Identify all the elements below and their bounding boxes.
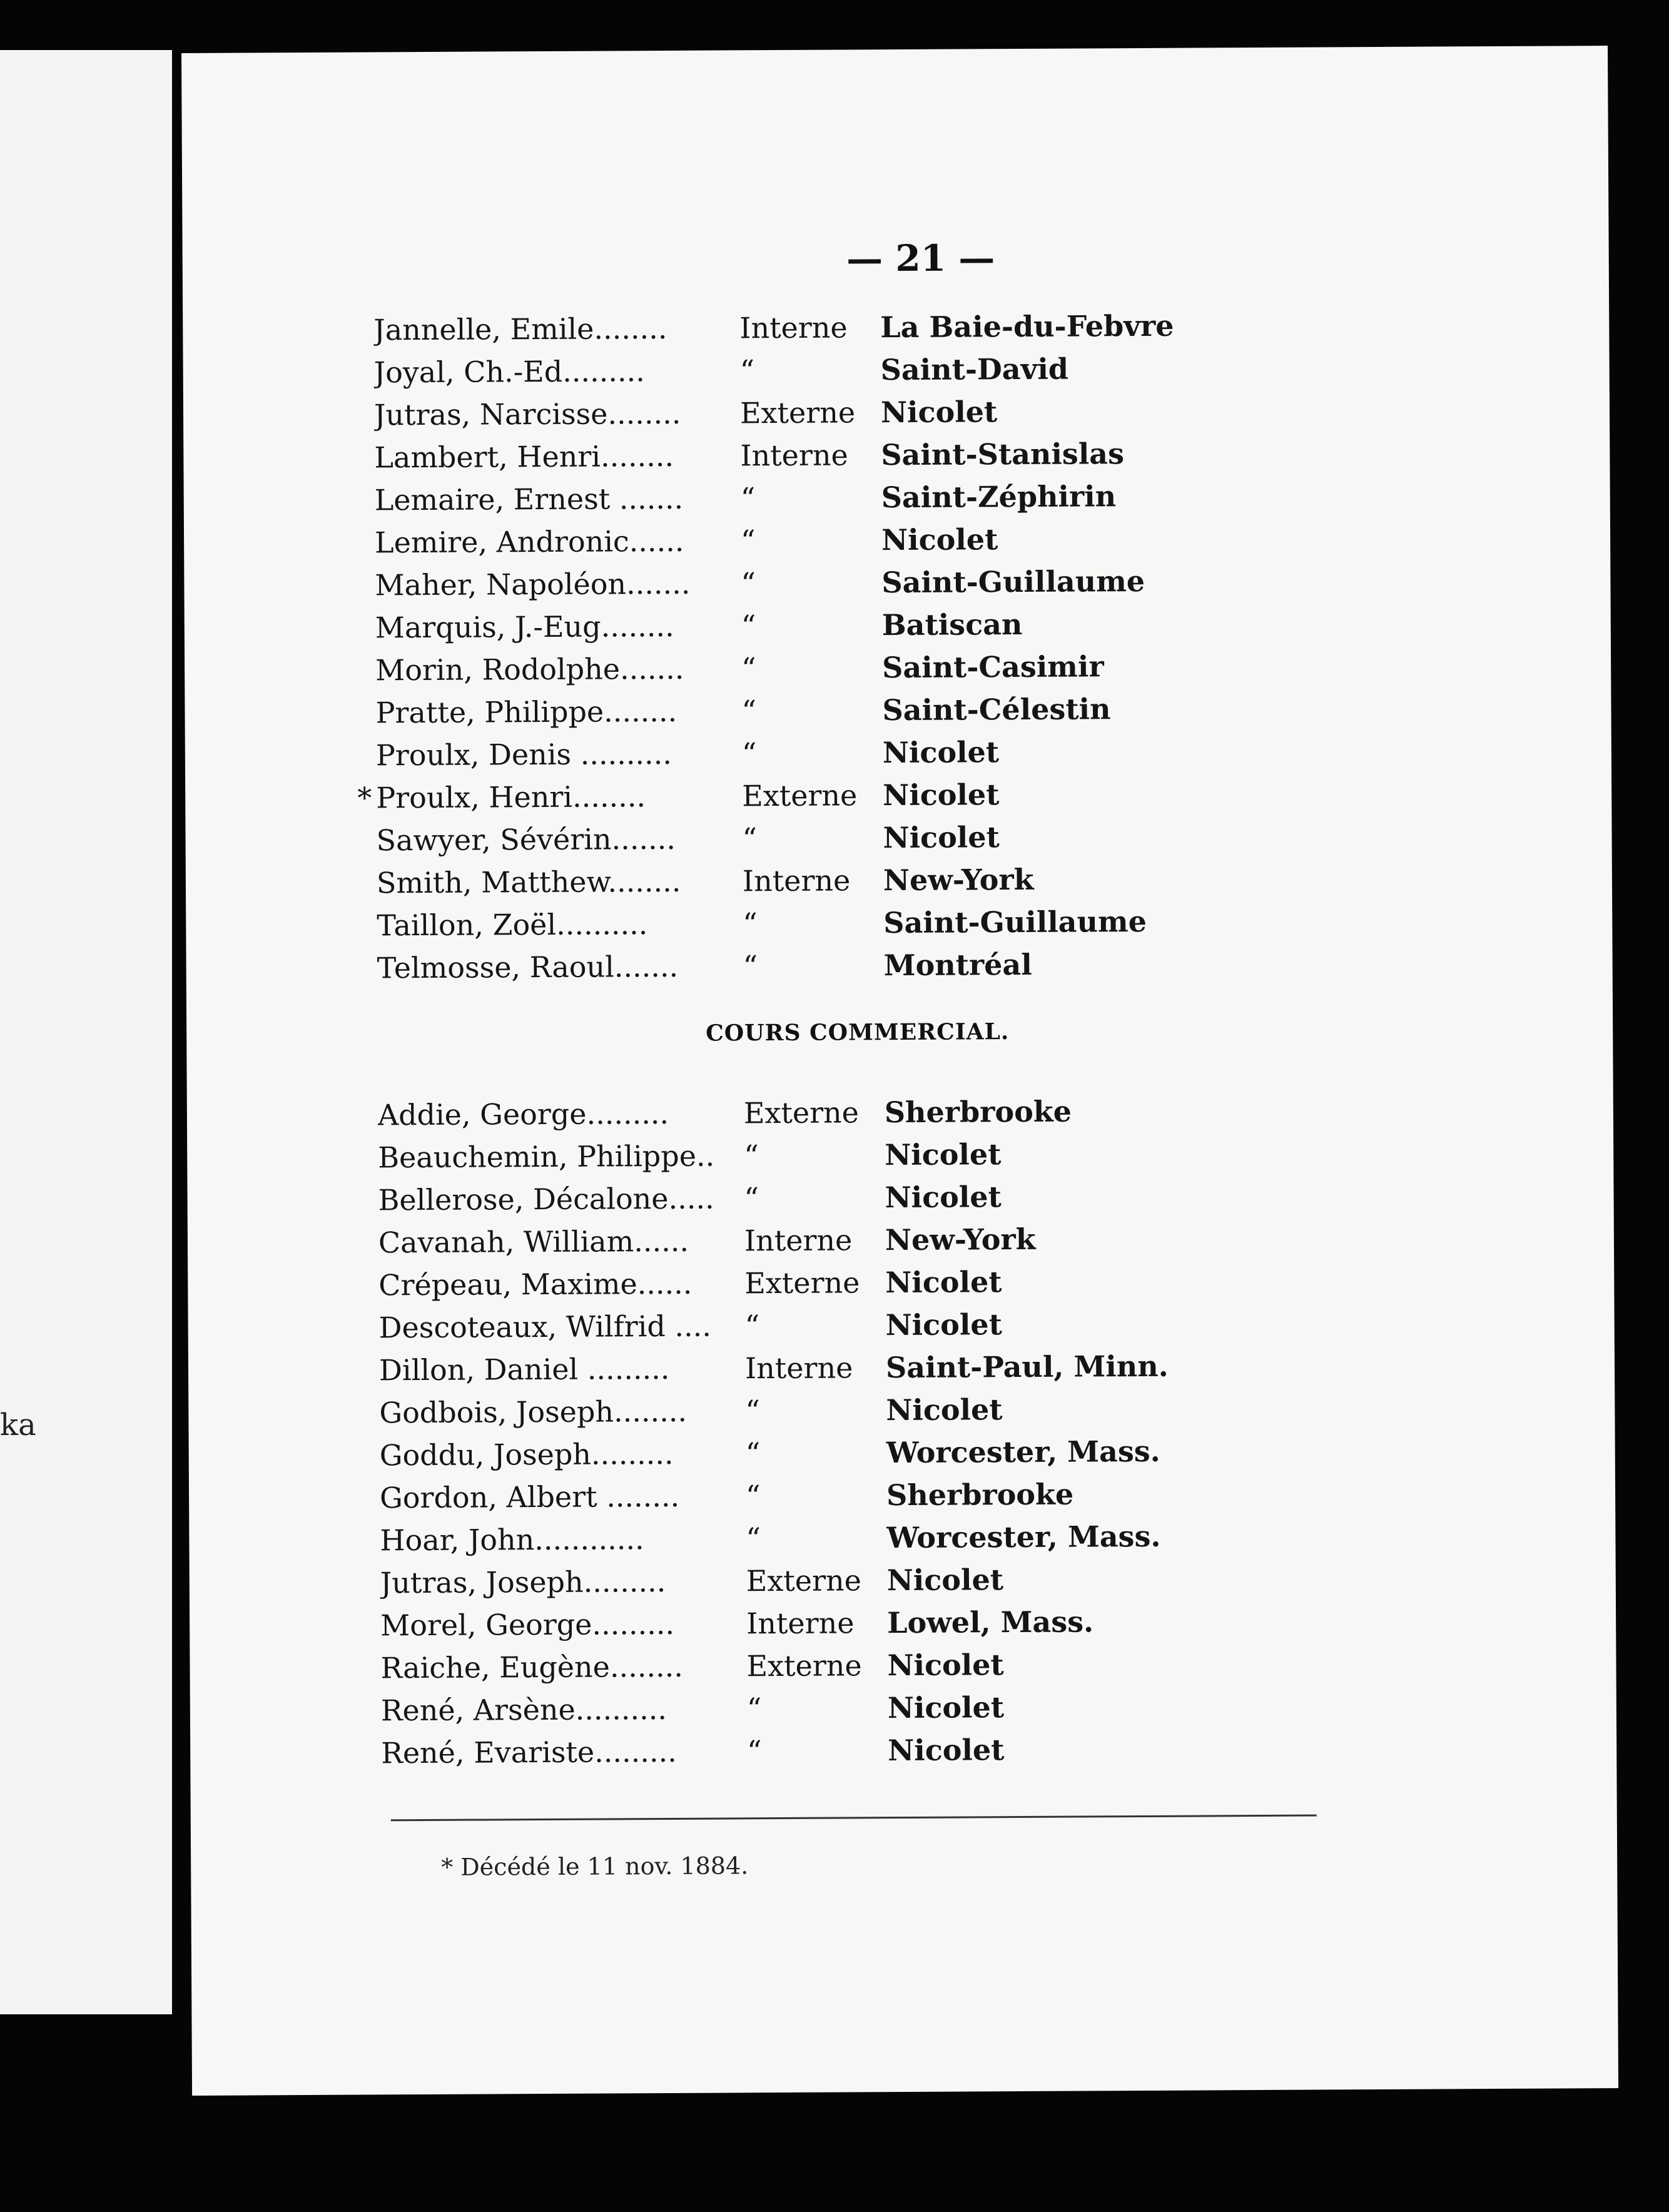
student-status: “ — [744, 1139, 759, 1173]
student-status: “ — [743, 906, 758, 941]
student-hometown: Nicolet — [885, 1265, 1002, 1300]
student-status: “ — [739, 353, 755, 388]
student-hometown: Worcester, Mass. — [886, 1519, 1161, 1555]
student-name: Maher, Napoléon....... — [375, 566, 691, 602]
section-title-commercial: COURS COMMERCIAL. — [706, 1018, 1010, 1047]
student-status: “ — [741, 694, 757, 728]
student-hometown: Worcester, Mass. — [886, 1434, 1160, 1470]
footnote: * Décédé le 11 nov. 1884. — [441, 1852, 749, 1881]
student-list-classique — [357, 308, 1174, 989]
student-status: “ — [743, 949, 758, 983]
student-hometown: Nicolet — [886, 1563, 1004, 1598]
student-status: Externe — [744, 1266, 860, 1301]
student-hometown: Saint-David — [880, 352, 1069, 387]
student-name: Morin, Rodolphe....... — [375, 651, 684, 687]
student-name: Crépeau, Maxime...... — [378, 1266, 692, 1302]
student-name: Gordon, Albert ........ — [379, 1479, 680, 1515]
student-name: Jutras, Joseph......... — [380, 1564, 666, 1600]
student-hometown: Saint-Célestin — [882, 692, 1111, 728]
student-status: Interne — [744, 1351, 853, 1386]
student-status: “ — [740, 481, 756, 515]
student-hometown: New-York — [883, 862, 1034, 898]
student-hometown: Nicolet — [885, 1180, 1002, 1215]
student-hometown: Nicolet — [887, 1690, 1005, 1725]
student-hometown: Saint-Zéphirin — [881, 479, 1117, 515]
student-hometown: Nicolet — [888, 1733, 1005, 1768]
student-list-commercial — [377, 1093, 1169, 1774]
student-status: “ — [745, 1394, 761, 1428]
student-status: “ — [744, 1181, 759, 1215]
student-hometown: Saint-Paul, Minn. — [885, 1349, 1169, 1385]
student-hometown: Nicolet — [885, 1307, 1003, 1342]
student-hometown: Sherbrooke — [884, 1094, 1072, 1130]
student-name: Hoar, John............ — [380, 1522, 644, 1558]
student-hometown: Saint-Guillaume — [881, 564, 1145, 600]
student-name: Bellerose, Décalone..... — [378, 1181, 714, 1217]
student-name: Addie, George......... — [377, 1096, 669, 1132]
student-name: Raiche, Eugène........ — [380, 1649, 684, 1685]
deceased-marker: * — [357, 781, 372, 815]
student-status: “ — [746, 1521, 761, 1556]
student-hometown: Saint-Guillaume — [883, 904, 1147, 940]
student-hometown: Saint-Casimir — [882, 649, 1104, 685]
student-name: Proulx, Henri........ — [376, 779, 646, 815]
student-name: Dillon, Daniel ......... — [378, 1351, 670, 1388]
student-name: Jutras, Narcisse........ — [373, 396, 681, 432]
student-hometown: Batiscan — [881, 607, 1023, 642]
left-page-edge — [0, 50, 172, 2014]
student-status: Externe — [746, 1648, 862, 1683]
student-status: Externe — [743, 1095, 860, 1130]
student-hometown: Nicolet — [883, 778, 1000, 813]
student-hometown: Nicolet — [886, 1393, 1003, 1428]
student-hometown: Nicolet — [882, 735, 1000, 770]
page-number: — 21 — — [846, 236, 995, 280]
left-page-text-fragment: ka — [0, 1408, 36, 1443]
student-name: Pratte, Philippe........ — [375, 694, 677, 730]
student-hometown: Montréal — [883, 947, 1032, 983]
student-status: Interne — [742, 863, 851, 898]
student-hometown: Nicolet — [881, 522, 998, 557]
student-hometown: La Baie-du-Febvre — [880, 308, 1174, 345]
student-hometown: Nicolet — [880, 395, 998, 430]
student-hometown: New-York — [885, 1222, 1036, 1257]
student-status: Externe — [746, 1563, 862, 1598]
student-name: Cavanah, William...... — [378, 1224, 689, 1260]
student-status: “ — [742, 821, 758, 856]
student-name: Morel, George......... — [380, 1606, 675, 1643]
student-name: Goddu, Joseph......... — [379, 1436, 674, 1473]
student-name: Lemaire, Ernest ....... — [374, 481, 684, 517]
student-status: Interne — [739, 310, 848, 345]
student-status: Interne — [744, 1223, 853, 1258]
student-status: Interne — [740, 438, 848, 473]
student-status: Externe — [739, 395, 856, 430]
student-name: Beauchemin, Philippe.. — [378, 1139, 715, 1175]
student-name: Lemire, Andronic...... — [374, 524, 684, 560]
student-status: “ — [741, 736, 757, 771]
student-status: “ — [746, 1692, 762, 1726]
student-hometown: Nicolet — [883, 820, 1000, 855]
student-name: Joyal, Ch.-Ed......... — [373, 354, 645, 390]
student-status: Interne — [746, 1606, 855, 1641]
student-status: Externe — [742, 778, 858, 813]
footnote-divider — [391, 1815, 1317, 1822]
student-hometown: Nicolet — [887, 1648, 1004, 1683]
student-name: Smith, Matthew........ — [376, 864, 681, 900]
student-status: “ — [741, 609, 756, 643]
document-page — [181, 46, 1618, 2096]
student-status: “ — [741, 566, 756, 601]
student-name: Lambert, Henri........ — [374, 439, 674, 475]
student-name: Taillon, Zoël.......... — [377, 907, 648, 943]
student-name: Jannelle, Emile........ — [373, 311, 667, 347]
student-name: Descoteaux, Wilfrid .... — [378, 1309, 712, 1345]
student-status: “ — [744, 1309, 760, 1343]
student-name: Proulx, Denis .......... — [375, 736, 672, 773]
student-status: “ — [745, 1479, 761, 1513]
student-hometown: Lowel, Mass. — [887, 1605, 1094, 1640]
student-status: “ — [745, 1436, 761, 1471]
student-status: “ — [747, 1734, 762, 1768]
student-status: “ — [740, 524, 756, 558]
student-hometown: Sherbrooke — [886, 1477, 1074, 1513]
student-name: René, Arsène.......... — [380, 1692, 667, 1728]
student-status: “ — [741, 651, 756, 686]
student-hometown: Saint-Stanislas — [881, 437, 1125, 472]
student-name: Telmosse, Raoul....... — [377, 949, 679, 985]
student-name: Sawyer, Sévérin....... — [376, 821, 676, 858]
student-name: Marquis, J.-Eug........ — [375, 609, 674, 645]
student-name: René, Evariste......... — [381, 1734, 677, 1770]
student-name: Godbois, Joseph........ — [379, 1394, 687, 1430]
student-hometown: Nicolet — [885, 1137, 1002, 1172]
